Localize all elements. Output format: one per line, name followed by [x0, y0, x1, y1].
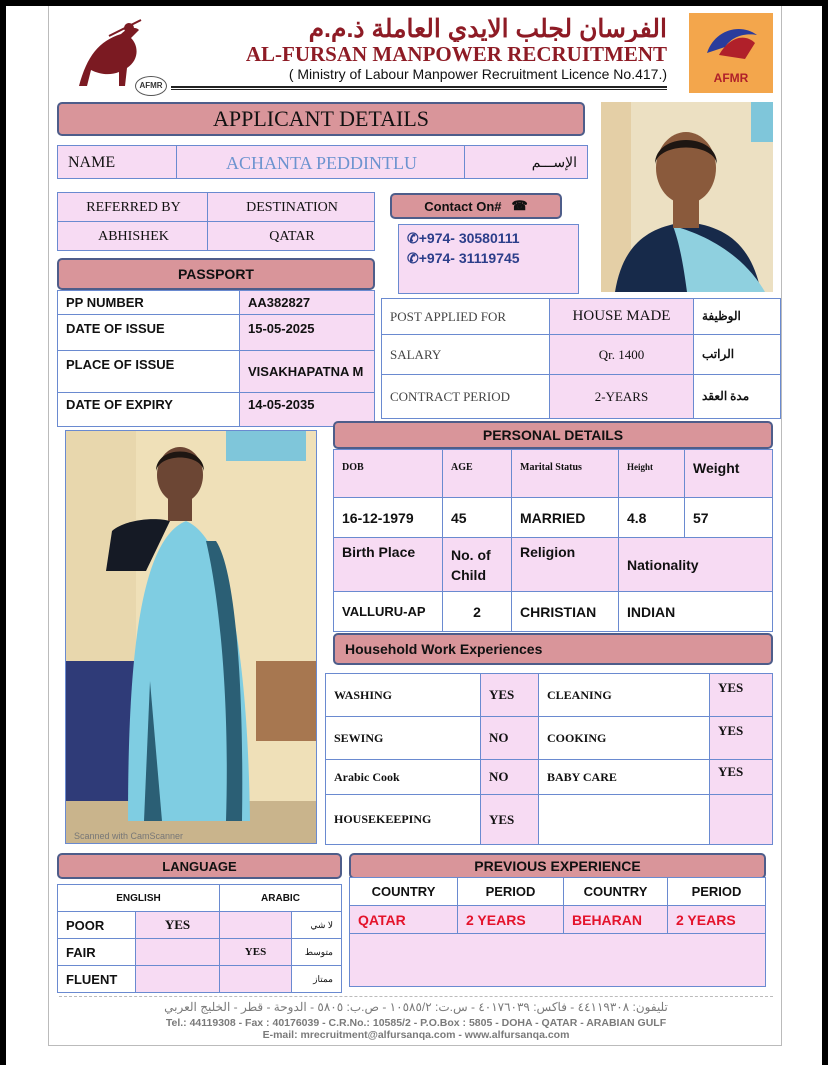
contract-period-arabic: مدة العقد [694, 375, 781, 419]
phone-icon: ☎ [511, 198, 528, 213]
nationality-value: INDIAN [619, 592, 773, 632]
household-sewing-value: NO [481, 717, 539, 760]
language-poor-english: YES [136, 912, 220, 939]
language-fair-english [136, 939, 220, 966]
household-skill-housekeeping: HOUSEKEEPING [326, 795, 481, 845]
contract-period-label: CONTRACT PERIOD [382, 375, 550, 419]
birth-place-value: VALLURU-AP [334, 592, 443, 632]
destination-value: QATAR [269, 229, 315, 244]
dob-value: 16-12-1979 [334, 498, 443, 538]
licence-text: ( Ministry of Labour Manpower Recruitment Licence No.417.) [288, 66, 667, 82]
pp-number-value: AA382827 [240, 291, 375, 315]
language-fluent-arabic [220, 966, 292, 993]
footer-email-line: E-mail: mrecruitment@alfursanqa.com - www.alfursanqa.com [262, 1029, 570, 1041]
prev-country-value-1: QATAR [350, 906, 458, 934]
household-empty-label [539, 795, 710, 845]
household-skill-washing: WASHING [326, 674, 481, 717]
destination-value-cell [207, 221, 375, 251]
post-table [381, 298, 781, 419]
household-cleaning-value: YES [710, 674, 773, 717]
small-logo-badge: AFMR [135, 76, 167, 96]
language-fluent-arabic-label: ممتاز [292, 966, 342, 993]
name-arabic-cell [464, 145, 588, 179]
phone-number-1: ✆+974- 30580111 [407, 230, 520, 246]
page-title: APPLICANT DETAILS [57, 102, 585, 136]
age-label: AGE [443, 450, 512, 498]
date-of-expiry-value: 14-05-2035 [240, 393, 375, 427]
age-value: 45 [443, 498, 512, 538]
household-table [325, 673, 773, 845]
previous-experience-table [349, 877, 766, 934]
place-of-issue-value: VISAKHAPATNA M [240, 351, 375, 393]
marital-status-label: Marital Status [512, 450, 619, 498]
household-washing-value: YES [481, 674, 539, 717]
height-value: 4.8 [619, 498, 685, 538]
contact-numbers-box [398, 224, 579, 294]
language-arabic-header: ARABIC [220, 885, 342, 912]
company-name: AL-FURSAN MANPOWER RECRUITMENT [245, 42, 667, 66]
referred-by-value-cell [57, 221, 208, 251]
no-of-child-label: No. of Child [443, 538, 512, 592]
weight-label: Weight [685, 450, 773, 498]
contact-title: Contact On# [424, 198, 502, 214]
prev-period-value-2: 2 YEARS [668, 906, 766, 934]
passport-table [57, 290, 375, 427]
prev-country-value-2: BEHARAN [564, 906, 668, 934]
personal-details-header: PERSONAL DETAILS [333, 421, 773, 449]
contract-period-value: 2-YEARS [550, 375, 694, 419]
household-skill-sewing: SEWING [326, 717, 481, 760]
language-poor-arabic [220, 912, 292, 939]
language-header: LANGUAGE [57, 853, 342, 879]
applicant-name: ACHANTA PEDDINTLU [225, 153, 418, 173]
post-applied-arabic: الوظيفة [694, 299, 781, 335]
dob-label: DOB [334, 450, 443, 498]
weight-value: 57 [685, 498, 773, 538]
phone-number-2: ✆+974- 31119745 [407, 250, 520, 266]
household-header: Household Work Experiences [333, 633, 773, 665]
prev-period-header-2: PERIOD [668, 878, 766, 906]
no-of-child-value: 2 [443, 592, 512, 632]
prev-period-value-1: 2 YEARS [458, 906, 564, 934]
destination-label: DESTINATION [246, 200, 338, 215]
language-fair-arabic: YES [220, 939, 292, 966]
name-value-cell [176, 145, 465, 179]
place-of-issue-label: PLACE OF ISSUE [58, 351, 240, 393]
afmr-logo [689, 13, 773, 93]
name-label-cell [57, 145, 177, 179]
household-arabic-cook-value: NO [481, 760, 539, 795]
destination-header-cell [207, 192, 375, 222]
referred-by-value: ABHISHEK [98, 229, 169, 244]
language-fair-label: FAIR [58, 939, 136, 966]
salary-arabic: الراتب [694, 335, 781, 375]
previous-experience-header: PREVIOUS EXPERIENCE [349, 853, 766, 879]
prev-country-header-1: COUNTRY [350, 878, 458, 906]
salary-value: Qr. 1400 [550, 335, 694, 375]
language-fair-arabic-label: متوسط [292, 939, 342, 966]
window-frame-left [0, 0, 6, 1065]
religion-value: CHRISTIAN [512, 592, 619, 632]
prev-period-header-1: PERIOD [458, 878, 564, 906]
header-rule [171, 86, 667, 90]
applicant-portrait-photo [601, 102, 773, 292]
footer-arabic: تليفون: ٤٤١١٩٣٠٨ - فاكس: ٤٠١٧٦٠٣٩ - س.ت: ١٠٥٨٥/٢ - ص.ب: ٥٨٠٥ - الدوحة - قطر - الخليج العربي [164, 1000, 668, 1014]
post-applied-label: POST APPLIED FOR [382, 299, 550, 335]
footer-contact-line: Tel.: 44119308 - Fax : 40176039 - C.R.No.: 10585/2 - P.O.Box : 5805 - DOHA - QATAR - ARABIAN GULF [165, 1017, 667, 1029]
personal-details-table [333, 449, 773, 632]
passport-header: PASSPORT [57, 258, 375, 290]
height-label: Height [619, 450, 685, 498]
household-skill-arabic-cook: Arabic Cook [326, 760, 481, 795]
religion-label: Religion [512, 538, 619, 592]
household-baby-care-value: YES [710, 760, 773, 795]
date-of-issue-label: DATE OF ISSUE [58, 315, 240, 351]
pp-number-label: PP NUMBER [58, 291, 240, 315]
salary-label: SALARY [382, 335, 550, 375]
camscanner-caption: Scanned with CamScanner [74, 831, 184, 841]
document-page [48, 6, 782, 1046]
language-fluent-english [136, 966, 220, 993]
applicant-full-photo [65, 430, 317, 844]
footer-rule [59, 996, 773, 998]
birth-place-label: Birth Place [334, 538, 443, 592]
language-table [57, 884, 342, 993]
name-label: NAME [68, 154, 116, 171]
post-applied-value: HOUSE MADE [550, 299, 694, 335]
household-skill-cleaning: CLEANING [539, 674, 710, 717]
referred-by-label: REFERRED BY [86, 200, 181, 215]
afmr-logo-label: AFMR [713, 71, 749, 85]
date-of-expiry-label: DATE OF EXPIRY [58, 393, 240, 427]
language-english-header: ENGLISH [58, 885, 220, 912]
window-frame-right [822, 0, 828, 1065]
referred-by-header-cell [57, 192, 208, 222]
date-of-issue-value: 15-05-2025 [240, 315, 375, 351]
prev-country-header-2: COUNTRY [564, 878, 668, 906]
nationality-label: Nationality [619, 538, 773, 592]
marital-status-value: MARRIED [512, 498, 619, 538]
language-poor-arabic-label: لا شي [292, 912, 342, 939]
language-poor-label: POOR [58, 912, 136, 939]
company-arabic-name: الفرسان لجلب الايدي العاملة ذ.م.م [308, 15, 667, 42]
household-skill-baby-care: BABY CARE [539, 760, 710, 795]
contact-header [390, 193, 562, 219]
household-empty-value [710, 795, 773, 845]
household-cooking-value: YES [710, 717, 773, 760]
household-housekeeping-value: YES [481, 795, 539, 845]
household-skill-cooking: COOKING [539, 717, 710, 760]
language-fluent-label: FLUENT [58, 966, 136, 993]
name-arabic-label: الإســـم [531, 154, 577, 170]
